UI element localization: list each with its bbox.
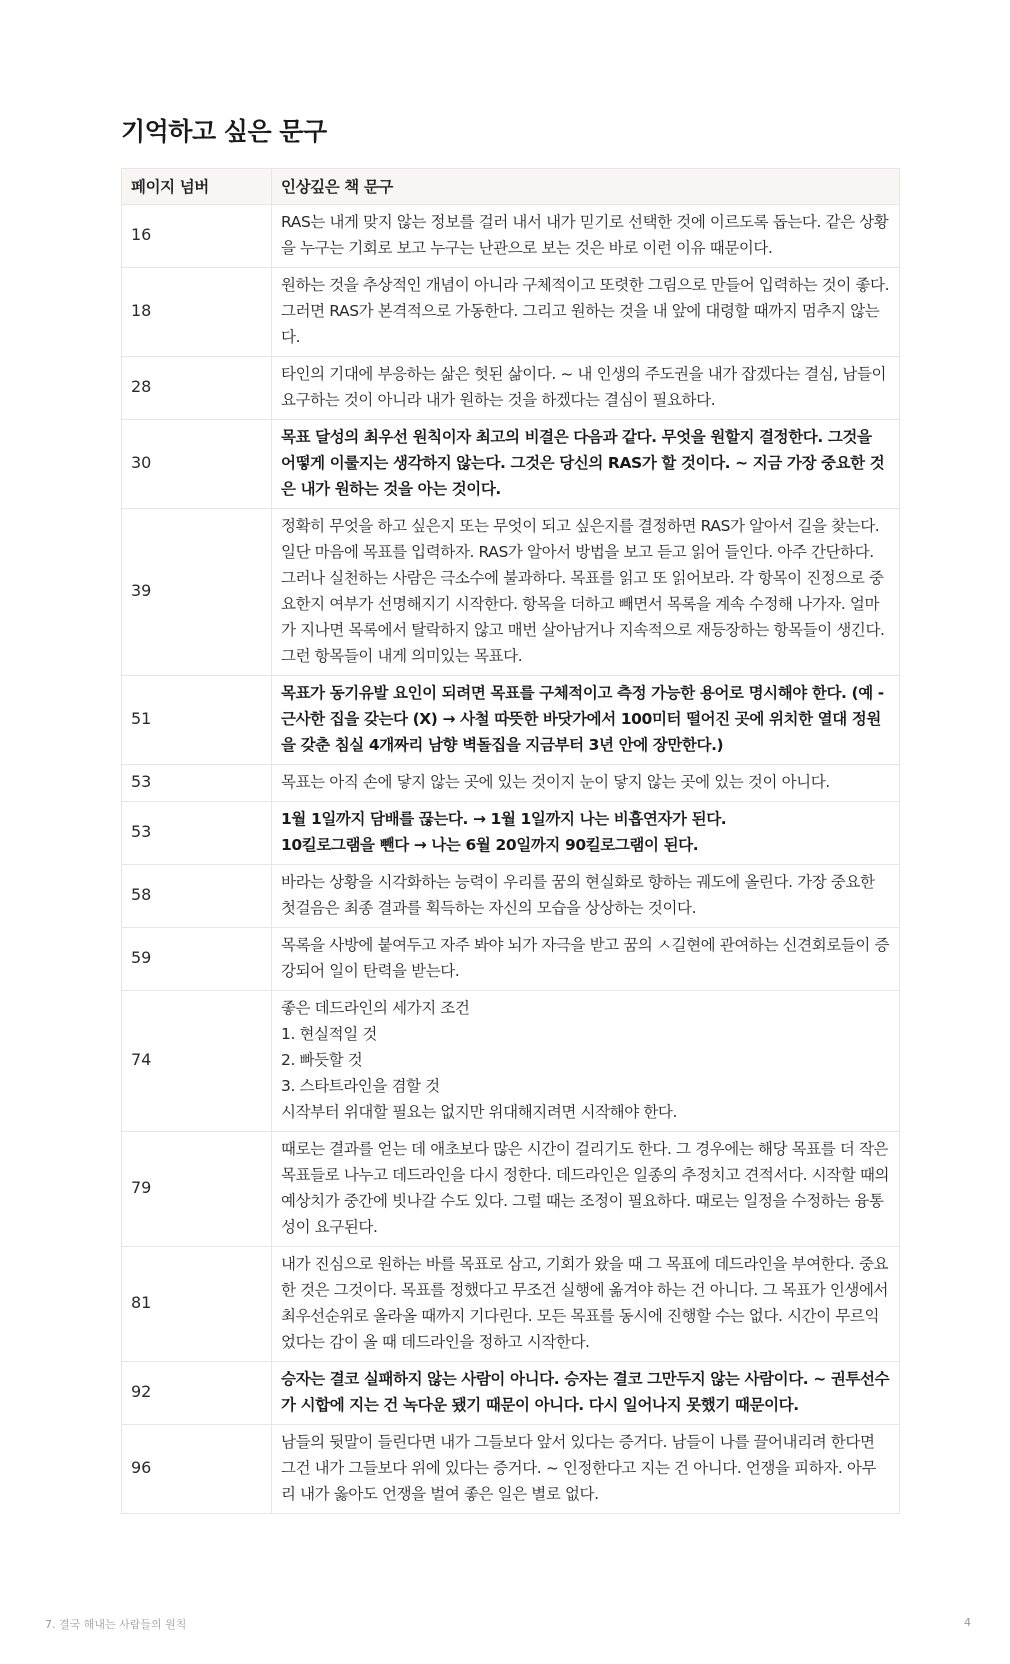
footer-page-number: 4 [964, 1616, 971, 1629]
table-row [122, 420, 900, 509]
table-row [122, 1247, 900, 1362]
footer-chapter-title: 7. 결국 해내는 사람들의 원칙 [45, 1618, 187, 1631]
column-header-page: 페이지 넘버 [122, 169, 272, 205]
quote-cell [272, 509, 900, 676]
page-number-cell: 28 [122, 357, 272, 420]
quote-text: 남들의 뒷말이 들린다면 내가 그들보다 앞서 있다는 증거다. 남들이 나를 끌어내리려 한다면 그건 내가 그들보다 위에 있다는 증거다. ~ 인정한다고 지는 건 아니다. 언쟁을 피하자. 아무리 내가 옳아도 언쟁을 벌여 좋은 일은 별로 없다. [281, 1433, 877, 1503]
quote-cell [272, 802, 900, 865]
page-number-cell: 79 [122, 1132, 272, 1247]
quote-text: 목표 달성의 최우선 원칙이자 최고의 비결은 다음과 같다. 무엇을 원할지 결정한다. 그것을 어떻게 이룰지는 생각하지 않는다. 그것은 당신의 RAS가 할 것이다. ~ 지금 가장 중요한 것은 내가 원하는 것을 아는 것이다. [281, 428, 885, 498]
page-title: 기억하고 싶은 문구 [121, 117, 327, 146]
table-row [122, 765, 900, 802]
page-number-cell: 96 [122, 1425, 272, 1514]
quote-text: RAS는 내게 맞지 않는 정보를 걸러 내서 내가 믿기로 선택한 것에 이르도록 돕는다. 같은 상황을 누구는 기회로 보고 누구는 난관으로 보는 것은 바로 이런 이유 때문이다. [281, 213, 889, 257]
page-number-cell: 51 [122, 676, 272, 765]
quote-text: 목표는 아직 손에 닿지 않는 곳에 있는 것이지 눈이 닿지 않는 곳에 있는 것이 아니다. [281, 773, 830, 791]
page-number-cell: 92 [122, 1362, 272, 1425]
table-row [122, 991, 900, 1132]
table-row [122, 1132, 900, 1247]
table-row [122, 865, 900, 928]
page-number-cell: 16 [122, 205, 272, 268]
quote-text: 승자는 결코 실패하지 않는 사람이 아니다. 승자는 결코 그만두지 않는 사람이다. ~ 권투선수가 시합에 지는 건 녹다운 됐기 때문이 아니다. 다시 일어나지 못했기 때문이다. [281, 1370, 890, 1414]
quote-text: 목표가 동기유발 요인이 되려면 목표를 구체적이고 측정 가능한 용어로 명시해야 한다. (예 - 근사한 집을 갖는다 (X) → 사철 따뜻한 바닷가에서 100미터 떨어진 곳에 위치한 열대 정원을 갖춘 침실 4개짜리 남향 벽돌집을 지금부터 3년 안에 장만한다.) [281, 684, 884, 754]
quote-cell [272, 205, 900, 268]
page-number-cell: 30 [122, 420, 272, 509]
table-row [122, 268, 900, 357]
table-row [122, 928, 900, 991]
table-header-row [122, 169, 900, 205]
quote-cell [272, 357, 900, 420]
page-number-cell: 53 [122, 765, 272, 802]
quote-cell [272, 865, 900, 928]
quote-cell [272, 268, 900, 357]
quote-text: 목록을 사방에 붙여두고 자주 봐야 뇌가 자극을 받고 꿈의 ㅅ길현에 관여하는 신견회로들이 증강되어 일이 탄력을 받는다. [281, 936, 890, 980]
page-number-cell: 74 [122, 991, 272, 1132]
table-row [122, 802, 900, 865]
quote-cell [272, 928, 900, 991]
quote-cell [272, 1425, 900, 1514]
page-number-cell: 18 [122, 268, 272, 357]
page-number-cell: 39 [122, 509, 272, 676]
page-number-cell: 53 [122, 802, 272, 865]
quote-text: 원하는 것을 추상적인 개념이 아니라 구체적이고 또렷한 그림으로 만들어 입력하는 것이 좋다. 그러면 RAS가 본격적으로 가동한다. 그리고 원하는 것을 내 앞에 대령할 때까지 멈추지 않는다. [281, 276, 890, 346]
quote-text: 내가 진심으로 원하는 바를 목표로 삼고, 기회가 왔을 때 그 목표에 데드라인을 부여한다. 중요한 것은 그것이다. 목표를 정했다고 무조건 실행에 옮겨야 하는 건 아니다. 그 목표가 인생에서 최우선순위로 올라올 때까지 기다린다. 모든 목표를 동시에 진행할 수는 없다. 시간이 무르익었다는 감이 올 때 데드라인을 정하고 시작한다. [281, 1255, 889, 1351]
quote-text: 3. 스타트라인을 겸할 것 [281, 1077, 440, 1095]
quote-cell [272, 1362, 900, 1425]
column-header-quote: 인상깊은 책 문구 [272, 169, 900, 205]
page-number-cell: 58 [122, 865, 272, 928]
quote-text: 2. 빠듯할 것 [281, 1051, 363, 1069]
quote-cell [272, 1132, 900, 1247]
quote-text: 시작부터 위대할 필요는 없지만 위대해지려면 시작해야 한다. [281, 1103, 678, 1121]
quote-text: 좋은 데드라인의 세가지 조건 [281, 999, 470, 1017]
table-body [122, 205, 900, 1514]
page-number-cell: 59 [122, 928, 272, 991]
table-row [122, 1425, 900, 1514]
quote-text: 바라는 상황을 시각화하는 능력이 우리를 꿈의 현실화로 향하는 궤도에 올린다. 가장 중요한 첫걸음은 최종 결과를 획득하는 자신의 모습을 상상하는 것이다. [281, 873, 875, 917]
table-row [122, 1362, 900, 1425]
table-row [122, 205, 900, 268]
quote-cell [272, 420, 900, 509]
table-row [122, 509, 900, 676]
quote-text: 1. 현실적일 것 [281, 1025, 377, 1043]
quote-text: 1월 1일까지 담배를 끊는다. → 1월 1일까지 나는 비흡연자가 된다. [281, 810, 727, 828]
quote-text: 타인의 기대에 부응하는 삶은 헛된 삶이다. ~ 내 인생의 주도권을 내가 잡겠다는 결심, 남들이 요구하는 것이 아니라 내가 원하는 것을 하겠다는 결심이 필요하다. [281, 365, 887, 409]
quote-cell [272, 991, 900, 1132]
quote-cell [272, 1247, 900, 1362]
quote-text: 때로는 결과를 얻는 데 애초보다 많은 시간이 걸리기도 한다. 그 경우에는 해당 목표를 더 작은 목표들로 나누고 데드라인을 다시 정한다. 데드라인은 일종의 추정치고 견적서다. 시작할 때의 예상치가 중간에 빗나갈 수도 있다. 그럴 때는 조정이 필요하다. 때로는 일정을 수정하는 융통성이 요구된다. [281, 1140, 890, 1236]
table-row [122, 676, 900, 765]
quote-text: 정확히 무엇을 하고 싶은지 또는 무엇이 되고 싶은지를 결정하면 RAS가 알아서 길을 찾는다. 일단 마음에 목표를 입력하자. RAS가 알아서 방법을 보고 듣고 읽어 들인다. 아주 간단하다. 그러나 실천하는 사람은 극소수에 불과하다. 목표를 읽고 또 읽어보라. 각 항목이 진정으로 중요한지 여부가 선명해지기 시작한다. 항목을 더하고 빼면서 목록을 계속 수정해 나가자. 얼마가 지나면 목록에서 탈락하지 않고 매번 살아남거나 지속적으로 재등장하는 항목들이 생긴다. 그런 항목들이 내게 의미있는 목표다. [281, 517, 885, 665]
quote-cell [272, 676, 900, 765]
page-number-cell: 81 [122, 1247, 272, 1362]
quotes-table [121, 168, 900, 1514]
table-row [122, 357, 900, 420]
quote-text: 10킬로그램을 뺀다 → 나는 6월 20일까지 90킬로그램이 된다. [281, 836, 699, 854]
quote-cell [272, 765, 900, 802]
